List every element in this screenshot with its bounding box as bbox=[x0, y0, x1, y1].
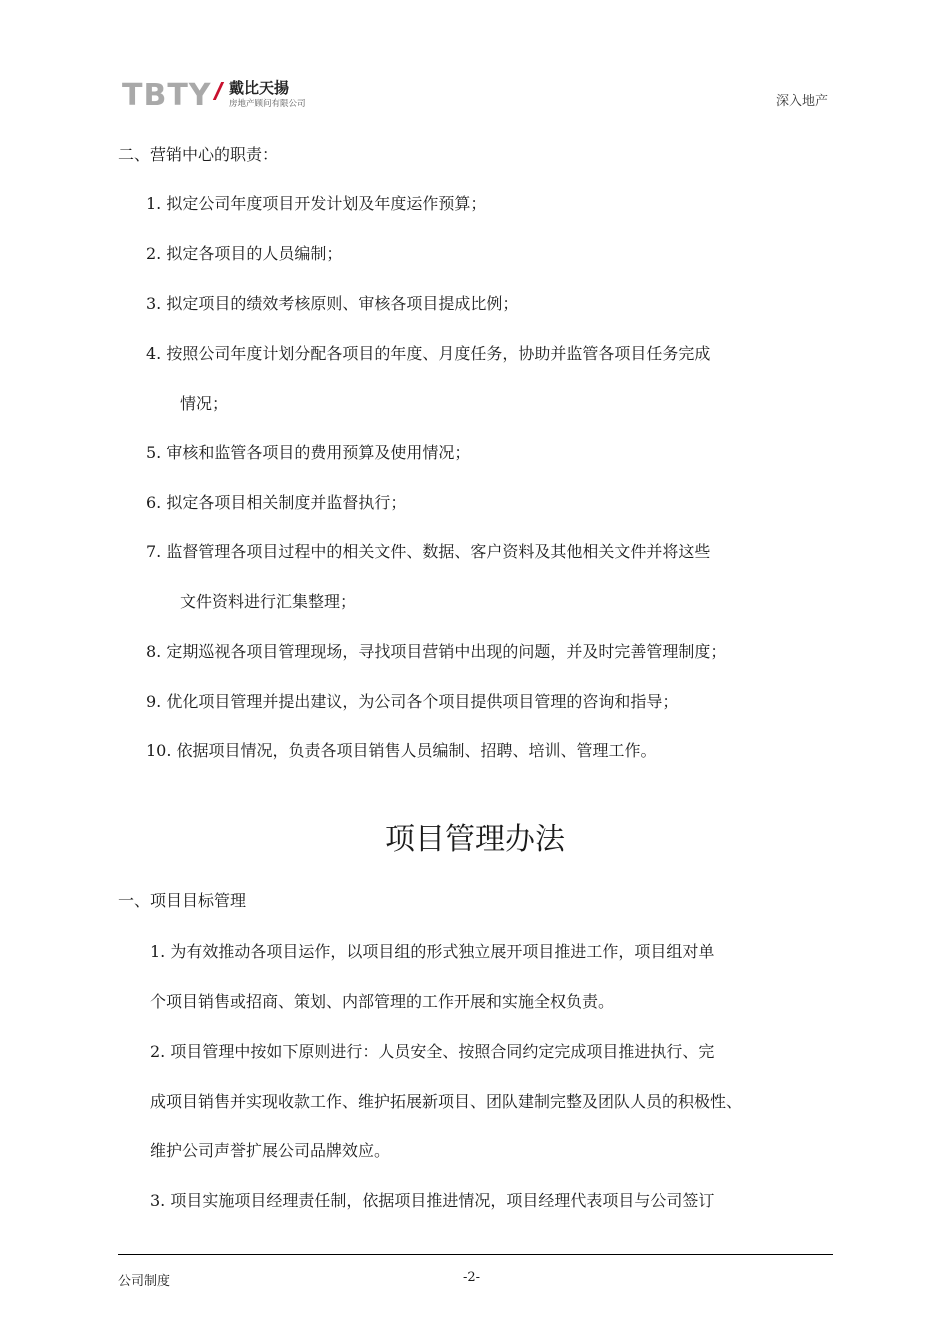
duty-item-4: 4. 按照公司年度计划分配各项目的年度、月度任务，协助并监管各项目任务完成 bbox=[146, 344, 711, 363]
section-heading-marketing-duties: 二、营销中心的职责： bbox=[118, 145, 279, 164]
logo-latin-text: TBTY bbox=[122, 78, 212, 113]
duty-item-4-continuation: 情况； bbox=[180, 394, 229, 413]
duty-item-7: 7. 监督管理各项目过程中的相关文件、数据、客户资料及其他相关文件并将这些 bbox=[146, 542, 711, 561]
duty-item-2: 2. 拟定各项目的人员编制； bbox=[146, 244, 343, 263]
logo-subtitle: 房地产顾问有限公司 bbox=[229, 99, 306, 109]
duty-item-6: 6. 拟定各项目相关制度并监督执行； bbox=[146, 493, 407, 512]
section-heading-project-goals: 一、项目目标管理 bbox=[118, 891, 247, 910]
footer-page-number: -2- bbox=[463, 1270, 481, 1285]
duty-item-10: 10. 依据项目情况，负责各项目销售人员编制、招聘、培训、管理工作。 bbox=[146, 741, 657, 760]
duty-item-7-continuation: 文件资料进行汇集整理； bbox=[180, 592, 357, 611]
duty-item-8: 8. 定期巡视各项目管理现场，寻找项目营销中出现的问题，并及时完善管理制度； bbox=[146, 642, 727, 661]
goal-para-1: 1. 为有效推动各项目运作，以项目组的形式独立展开项目推进工作，项目组对单 bbox=[150, 942, 715, 961]
logo-chinese-name: 戴比天揚 bbox=[229, 79, 290, 97]
goal-para-2-continuation-b: 维护公司声誉扩展公司品牌效应。 bbox=[150, 1141, 391, 1160]
duty-item-5: 5. 审核和监管各项目的费用预算及使用情况； bbox=[146, 443, 471, 462]
header-slogan: 深入地产 bbox=[775, 94, 828, 109]
duty-item-3: 3. 拟定项目的绩效考核原则、审核各项目提成比例； bbox=[146, 294, 519, 313]
duty-item-9: 9. 优化项目管理并提出建议，为公司各个项目提供项目管理的咨询和指导； bbox=[146, 692, 679, 711]
goal-para-2: 2. 项目管理中按如下原则进行：人员安全、按照合同约定完成项目推进执行、完 bbox=[150, 1042, 715, 1061]
footer-doc-label: 公司制度 bbox=[118, 1274, 171, 1289]
goal-para-2-continuation-a: 成项目销售并实现收款工作、维护拓展新项目、团队建制完整及团队人员的积极性、 bbox=[150, 1092, 743, 1111]
company-logo bbox=[122, 76, 312, 114]
logo-slash-mark bbox=[213, 82, 224, 100]
document-title: 项目管理办法 bbox=[385, 822, 565, 857]
footer-divider bbox=[118, 1254, 833, 1255]
goal-para-1-continuation: 个项目销售或招商、策划、内部管理的工作开展和实施全权负责。 bbox=[150, 992, 615, 1011]
duty-item-1: 1. 拟定公司年度项目开发计划及年度运作预算； bbox=[146, 194, 487, 213]
goal-para-3: 3. 项目实施项目经理责任制，依据项目推进情况，项目经理代表项目与公司签订 bbox=[150, 1191, 715, 1210]
